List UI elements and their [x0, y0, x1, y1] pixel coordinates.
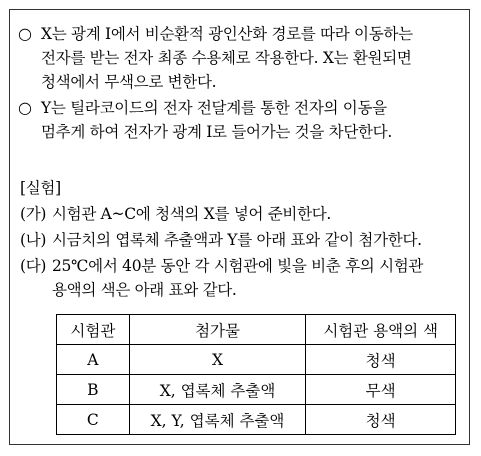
step-label: (다)	[20, 257, 47, 275]
step-label: (나)	[20, 231, 47, 249]
tube-cell: C	[57, 405, 130, 435]
bullet-2-line-1: Y는 틸라코이드의 전자 전달계를 통한 전자의 이동을	[41, 99, 387, 117]
color-cell: 청색	[306, 345, 456, 375]
color-cell: 청색	[306, 405, 456, 435]
bullet-1-line-2: 전자를 받는 전자 최종 수용체로 작용한다. X는 환원되면	[41, 49, 412, 67]
bullet-1-line-1: X는 광계 Ⅰ에서 비순환적 광인산화 경로를 따라 이동하는	[41, 25, 413, 43]
step-text: 시험관 A~C에 청색의 X를 넣어 준비한다.	[52, 205, 332, 223]
additive-cell: X	[129, 345, 306, 375]
tube-cell: A	[57, 345, 130, 375]
table-row	[57, 345, 456, 375]
bullet-1-line-3: 청색에서 무색으로 변한다.	[41, 73, 217, 91]
column-header: 시험관 용액의 색	[306, 315, 456, 345]
column-header: 첨가물	[129, 315, 306, 345]
step-text: 시금치의 엽록체 추출액과 Y를 아래 표와 같이 첨가한다.	[52, 231, 422, 249]
additive-cell: X, Y, 엽록체 추출액	[129, 405, 306, 435]
table-row	[57, 405, 456, 435]
bullet-2-line-2: 멈추게 하여 전자가 광계 Ⅰ로 들어가는 것을 차단한다.	[41, 123, 392, 141]
color-cell: 무색	[306, 375, 456, 405]
tube-cell: B	[57, 375, 130, 405]
step-text: 25℃에서 40분 동안 각 시험관에 빛을 비춘 후의 시험관	[52, 257, 424, 275]
bullet-marker: ○	[18, 98, 32, 117]
table-header-row	[57, 315, 456, 345]
bullet-marker: ○	[18, 24, 32, 43]
column-header: 시험관	[57, 315, 130, 345]
table-row	[57, 375, 456, 405]
experiment-heading: [실험]	[20, 179, 61, 197]
step-text-continued: 용액의 색은 아래 표와 같다.	[52, 281, 237, 299]
results-table	[56, 314, 456, 435]
additive-cell: X, 엽록체 추출액	[129, 375, 306, 405]
step-label: (가)	[20, 205, 47, 223]
